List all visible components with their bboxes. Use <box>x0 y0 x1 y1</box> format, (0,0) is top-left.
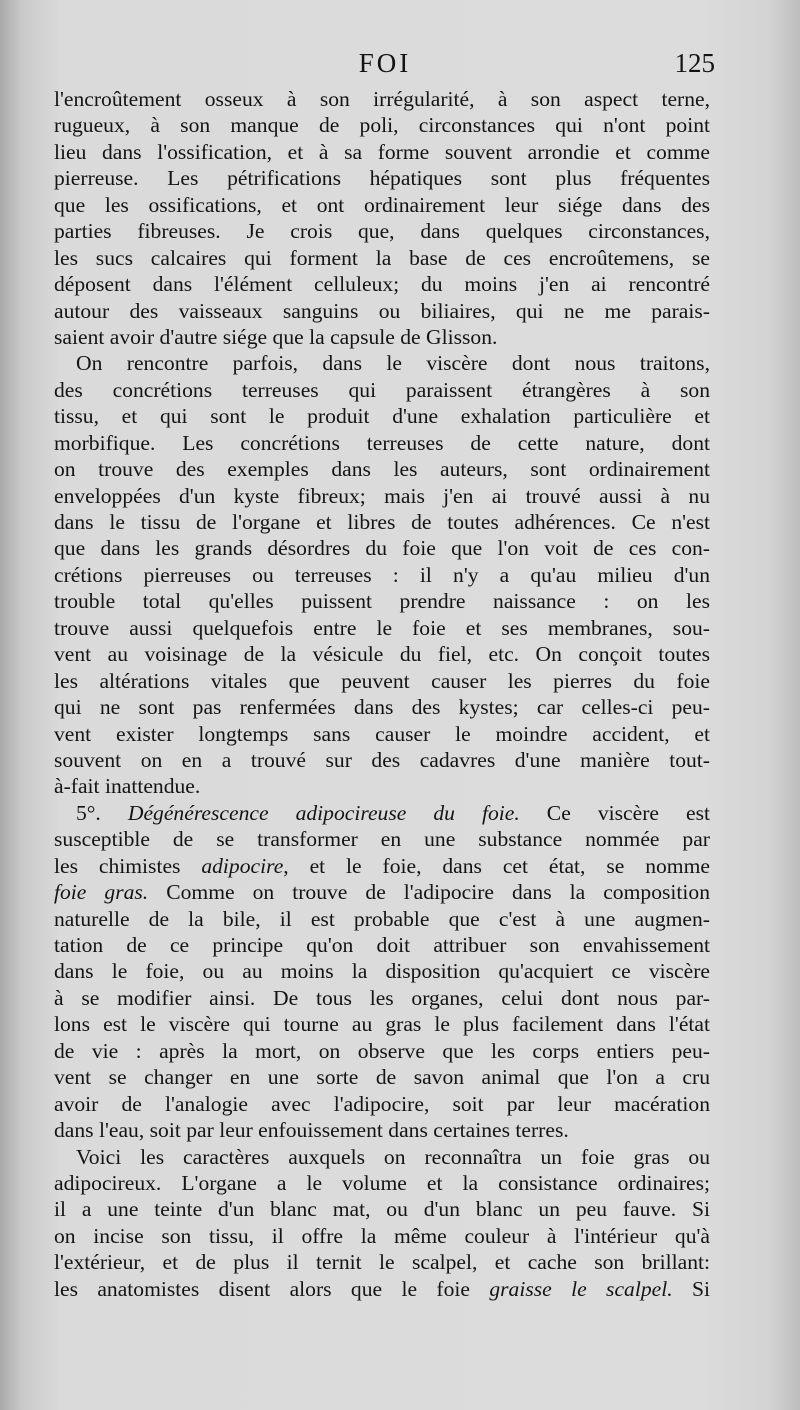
text-line: que dans les grands désordres du foie que l'on voit de ces con- <box>54 536 710 561</box>
text-segment: Ce viscère est <box>519 800 710 825</box>
text-line: dans le tissu de l'organe et libres de toutes adhérences. Ce n'est <box>54 510 710 534</box>
italic-segment: Dégénérescence adipocireuse du foie. <box>127 800 520 825</box>
text-line: enveloppées d'un kyste fibreux; mais j'en ai trouvé aussi à nu <box>54 483 710 508</box>
text-line: dans l'eau, soit par leur enfouissement dans certaines terres. <box>54 1118 569 1143</box>
text-line <box>54 800 710 826</box>
text-line: on incise son tissu, il offre la même couleur à l'intérieur qu'à <box>54 1223 710 1248</box>
text-line: tissu, et qui sont le produit d'une exhalation particulière et <box>54 404 710 429</box>
text-segment: Comme on trouve de l'adipocire dans la composition <box>148 880 710 905</box>
text-line: des concrétions terreuses qui paraissent étrangères à son <box>54 377 710 402</box>
text-segment: Si <box>672 1276 710 1301</box>
text-line: on trouve des exemples dans les auteurs, sont ordinairement <box>54 457 710 482</box>
italic-segment: graisse le scalpel. <box>489 1276 673 1301</box>
text-line: saient avoir d'autre siége que la capsule de Glisson. <box>54 324 498 349</box>
body-text <box>54 86 710 1302</box>
text-line: On rencontre parfois, dans le viscère dont nous traitons, <box>76 351 710 376</box>
text-line: lieu dans l'ossification, et à sa forme souvent arrondie et comme <box>54 139 710 164</box>
text-line: l'extérieur, et de plus il ternit le scalpel, et cache son brillant: <box>54 1250 710 1275</box>
text-segment: les anatomistes disent alors que le foie <box>54 1276 490 1301</box>
text-line: naturelle de la bile, il est probable que c'est à une augmen- <box>54 906 710 931</box>
text-line: trouble total qu'elles puissent prendre naissance : on les <box>54 589 710 614</box>
text-line: susceptible de se transformer en une substance nommée par <box>54 827 710 852</box>
page-number: 125 <box>674 48 715 78</box>
text-line: crétions pierreuses ou terreuses : il n'y a qu'au milieu d'un <box>54 562 710 587</box>
text-segment: , et le foie, dans cet état, se nomme <box>283 853 710 878</box>
text-line: autour des vaisseaux sanguins ou biliaires, qui ne me parais- <box>54 298 710 323</box>
text-line: souvent on en a trouvé sur des cadavres d'une manière tout- <box>54 747 710 772</box>
text-line: vent exister longtemps sans causer le moindre accident, et <box>54 721 710 746</box>
text-line: lons est le viscère qui tourne au gras le plus facilement dans l'état <box>54 1012 710 1037</box>
text-segment: 5°. <box>76 800 128 825</box>
text-segment: les chimistes <box>54 853 202 878</box>
text-line: tation de ce principe qu'on doit attribuer son envahissement <box>54 933 710 957</box>
text-line: de vie : après la mort, on observe que les corps entiers peu- <box>54 1038 710 1063</box>
text-line: adipocireux. L'organe a le volume et la consistance ordinaires; <box>54 1170 710 1195</box>
text-line: que les ossifications, et ont ordinairement leur siége dans des <box>54 192 710 217</box>
text-line: à se modifier ainsi. De tous les organes, celui dont nous par- <box>54 985 710 1010</box>
running-head: FOI <box>358 48 412 78</box>
text-line: déposent dans l'élément celluleux; du moins j'en ai rencontré <box>54 272 710 297</box>
text-line: les sucs calcaires qui forment la base de ces encroûtemens, se <box>54 245 710 270</box>
italic-segment: foie gras. <box>54 880 149 905</box>
text-line: Voici les caractères auxquels on reconnaîtra un foie gras ou <box>76 1144 710 1169</box>
text-line <box>54 853 710 879</box>
text-line <box>54 879 710 905</box>
text-line: pierreuse. Les pétrifications hépatiques sont plus fréquentes <box>54 166 710 191</box>
italic-segment: adipocire <box>201 853 284 878</box>
text-line: à-fait inattendue. <box>54 774 201 799</box>
text-line: morbifique. Les concrétions terreuses de cette nature, dont <box>54 430 710 455</box>
text-line: dans le foie, ou au moins la disposition qu'acquiert ce viscère <box>54 959 710 984</box>
text-line: qui ne sont pas renfermées dans des kystes; car celles-ci peu- <box>54 695 710 720</box>
text-line: il a une teinte d'un blanc mat, ou d'un blanc un peu fauve. Si <box>54 1197 710 1222</box>
text-line: parties fibreuses. Je crois que, dans quelques circonstances, <box>54 219 710 244</box>
text-line: l'encroûtement osseux à son irrégularité, à son aspect terne, <box>54 87 710 111</box>
text-line: vent se changer en une sorte de savon animal que l'on a cru <box>54 1065 710 1090</box>
text-line: rugueux, à son manque de poli, circonstances qui n'ont point <box>54 113 710 138</box>
page-header <box>55 48 715 82</box>
text-line: vent au voisinage de la vésicule du fiel, etc. On conçoit toutes <box>54 642 710 667</box>
text-line <box>54 1276 710 1302</box>
text-line: les altérations vitales que peuvent causer les pierres du foie <box>54 668 710 693</box>
text-line: trouve aussi quelquefois entre le foie et ses membranes, sou- <box>54 615 710 640</box>
text-line: avoir de l'analogie avec l'adipocire, soit par leur macération <box>54 1091 710 1116</box>
